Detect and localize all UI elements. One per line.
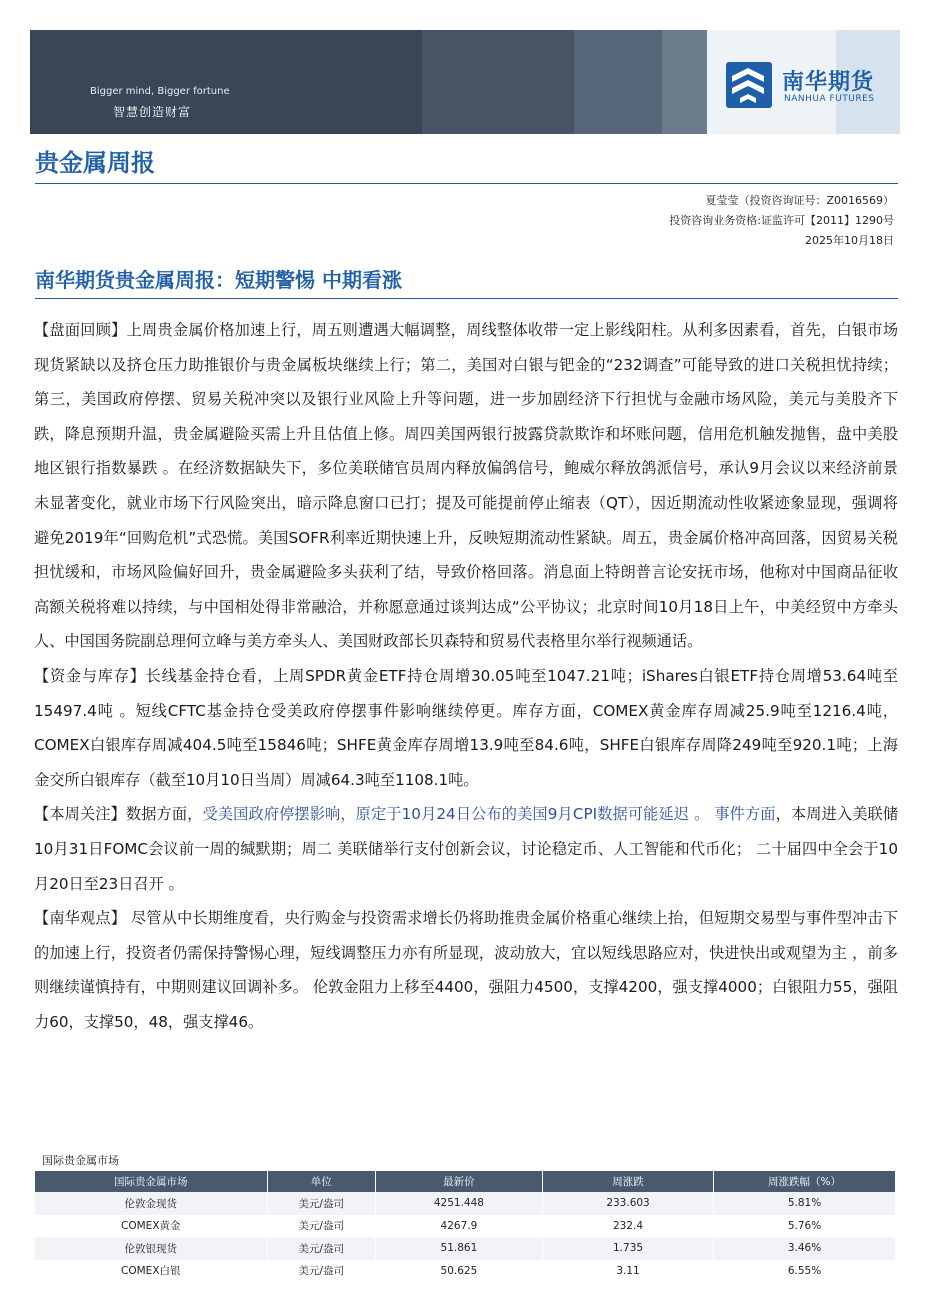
section-text: ，本周进入美联储10月31日FOMC会议前一周的缄默期；周二 美联储举行支付创新会议，讨论稳定币、人工智能和代币化； 二十届四中全会于10月20日至23日召开 。 [34, 805, 899, 893]
table-header-row [35, 1171, 896, 1192]
section-tag: 【南华观点】 [34, 909, 127, 928]
table-cell: 美元/盎司 [267, 1192, 375, 1215]
table-row [35, 1215, 896, 1238]
table-cell: 4251.448 [375, 1192, 542, 1215]
nanhua-logo-icon [726, 62, 772, 108]
header-banner [30, 30, 900, 134]
table-cell: 3.11 [543, 1260, 714, 1283]
section-tag: 【本周关注】 [34, 805, 126, 824]
section-market-review [34, 313, 898, 659]
report-body [34, 313, 898, 1039]
column-header: 最新价 [375, 1171, 542, 1192]
table-row [35, 1260, 896, 1283]
table-cell: 5.76% [714, 1215, 896, 1238]
table-row [35, 1192, 896, 1215]
table-cell: 美元/盎司 [267, 1237, 375, 1260]
section-text: 数据方面， [125, 805, 203, 824]
table-cell: 6.55% [714, 1260, 896, 1283]
section-tag: 【盘面回顾】 [34, 321, 127, 339]
slogan-english: Bigger mind, Bigger fortune [90, 86, 230, 97]
table-cell: 伦敦金现货 [35, 1192, 267, 1215]
column-header: 单位 [267, 1171, 375, 1192]
logo-text-english: NANHUA FUTURES [784, 94, 875, 104]
section-text: 长线基金持仓看，上周SPDR黄金ETF持仓周增30.05吨至1047.21吨；iShares白银ETF持仓周增53.64吨至15497.4吨 。短线CFTC基金持仓受美政府停摆事件影响继续停更。库存方面，COMEX黄金库存周减25.9吨至1216.4吨，COMEX白银库存周减404.5吨至15846吨；SHFE黄金库存周增13.9吨至84.6吨，SHFE白银库存周降249吨至920.1吨；上海金交所白银库存（截至10月10日当周）周减64.3吨至1108.1吨。 [34, 666, 898, 789]
table-cell: 5.81% [714, 1192, 896, 1215]
slogan-chinese: 智慧创造财富 [113, 105, 192, 119]
table-cell: COMEX黄金 [35, 1215, 267, 1238]
banner-panel [30, 30, 422, 134]
table-cell: 美元/盎司 [267, 1260, 375, 1283]
section-text: 上周贵金属价格加速上行，周五则遭遇大幅调整，周线整体收带一定上影线阳柱。从利多因素看，首先，白银市场现货紧缺以及挤仓压力助推银价与贵金属板块继续上行；第二，美国对白银与钯金的“232调查”可能导致的进口关税担忧持续；第三，美国政府停摆、贸易关税冲突以及银行业风险上升等问题，进一步加剧经济下行担忧与金融市场风险，美元与美股齐下跌，降息预期升温，贵金属避险买需上升且估值上修。周四美国两银行披露贷款欺诈和坏账问题，信用危机触发抛售，盘中美股地区银行指数暴跌 。在经济数据缺失下，多位美联储官员周内释放偏鸽信号，鲍威尔释放鸽派信号，承认9月会议以来经济前景未显著变化，就业市场下行风险突出，暗示降息窗口已打；提及可能提前停止缩表（QT），因近期流动性收紧迹象显现，强调将避免2019年“回购危机”式恐慌。美国SOFR利率近期快速上升，反映短期流动性紧缺。周五，贵金属价格冲高回落，因贸易关税担忧缓和，市场风险偏好回升，贵金属避险多头获利了结，导致价格回落。消息面上特朗普言论安抚市场，他称对中国商品征收高额关税将难以持续，与中国相处得非常融洽，并称愿意通过谈判达成“公平协议；北京时间10月18日上午，中美经贸中方牵头人、中国国务院副总理何立峰与美方牵头人、美国财政部长贝森特和贸易代表格里尔举行视频通话。 [34, 321, 899, 651]
author-line: 夏莹莹（投资咨询证号：Z0016569） [705, 194, 894, 207]
banner-panel [662, 30, 707, 134]
section-weekly-focus [34, 797, 898, 901]
headline: 南华期货贵金属周报：短期警惕 中期看涨 [35, 268, 402, 292]
table-cell: 51.861 [375, 1237, 542, 1260]
table-cell: 1.735 [543, 1237, 714, 1260]
table-cell: 3.46% [714, 1237, 896, 1260]
banner-panel [422, 30, 574, 134]
highlighted-text: 受美国政府停摆影响，原定于10月24日公布的美国9月CPI数据可能延迟 。 事件方面 [202, 805, 776, 824]
table-row [35, 1237, 896, 1260]
banner-panel [574, 30, 662, 134]
section-text: 尽管从中长期维度看，央行购金与投资需求增长仍将助推贵金属价格重心继续上抬，但短期交易型与事件型冲击下的加速上行，投资者仍需保持警惕心理，短线调整压力亦有所显现，波动放大，宜以短线思路应对，快进快出或观望为主 ，前多则继续谨慎持有，中期则建议回调补多。 伦敦金阻力上移至4400，强阻力4500，支撑4200，强支撑4000；白银阻力55，强阻力60，支撑50，48，强支撑46。 [34, 909, 899, 1031]
column-header: 周涨跌幅（%） [714, 1171, 896, 1192]
table-cell: 50.625 [375, 1260, 542, 1283]
qualification-line: 投资咨询业务资格:证监许可【2011】1290号 [669, 214, 894, 227]
divider [35, 298, 898, 299]
market-table [35, 1171, 896, 1282]
section-tag: 【资金与库存】 [34, 666, 146, 685]
column-header: 周涨跌 [543, 1171, 714, 1192]
table-cell: 232.4 [543, 1215, 714, 1238]
table-cell: 4267.9 [375, 1215, 542, 1238]
logo-text-chinese: 南华期货 [782, 70, 875, 95]
divider [35, 183, 898, 184]
table-cell: 伦敦银现货 [35, 1237, 267, 1260]
section-funds-inventory [34, 659, 898, 797]
table-title: 国际贵金属市场 [42, 1154, 119, 1167]
report-date: 2025年10月18日 [805, 234, 894, 247]
report-title: 贵金属周报 [35, 149, 155, 177]
section-nanhua-view [34, 901, 898, 1039]
table-cell: 美元/盎司 [267, 1215, 375, 1238]
table-cell: 233.603 [543, 1192, 714, 1215]
table-cell: COMEX白银 [35, 1260, 267, 1283]
column-header: 国际贵金属市场 [35, 1171, 267, 1192]
